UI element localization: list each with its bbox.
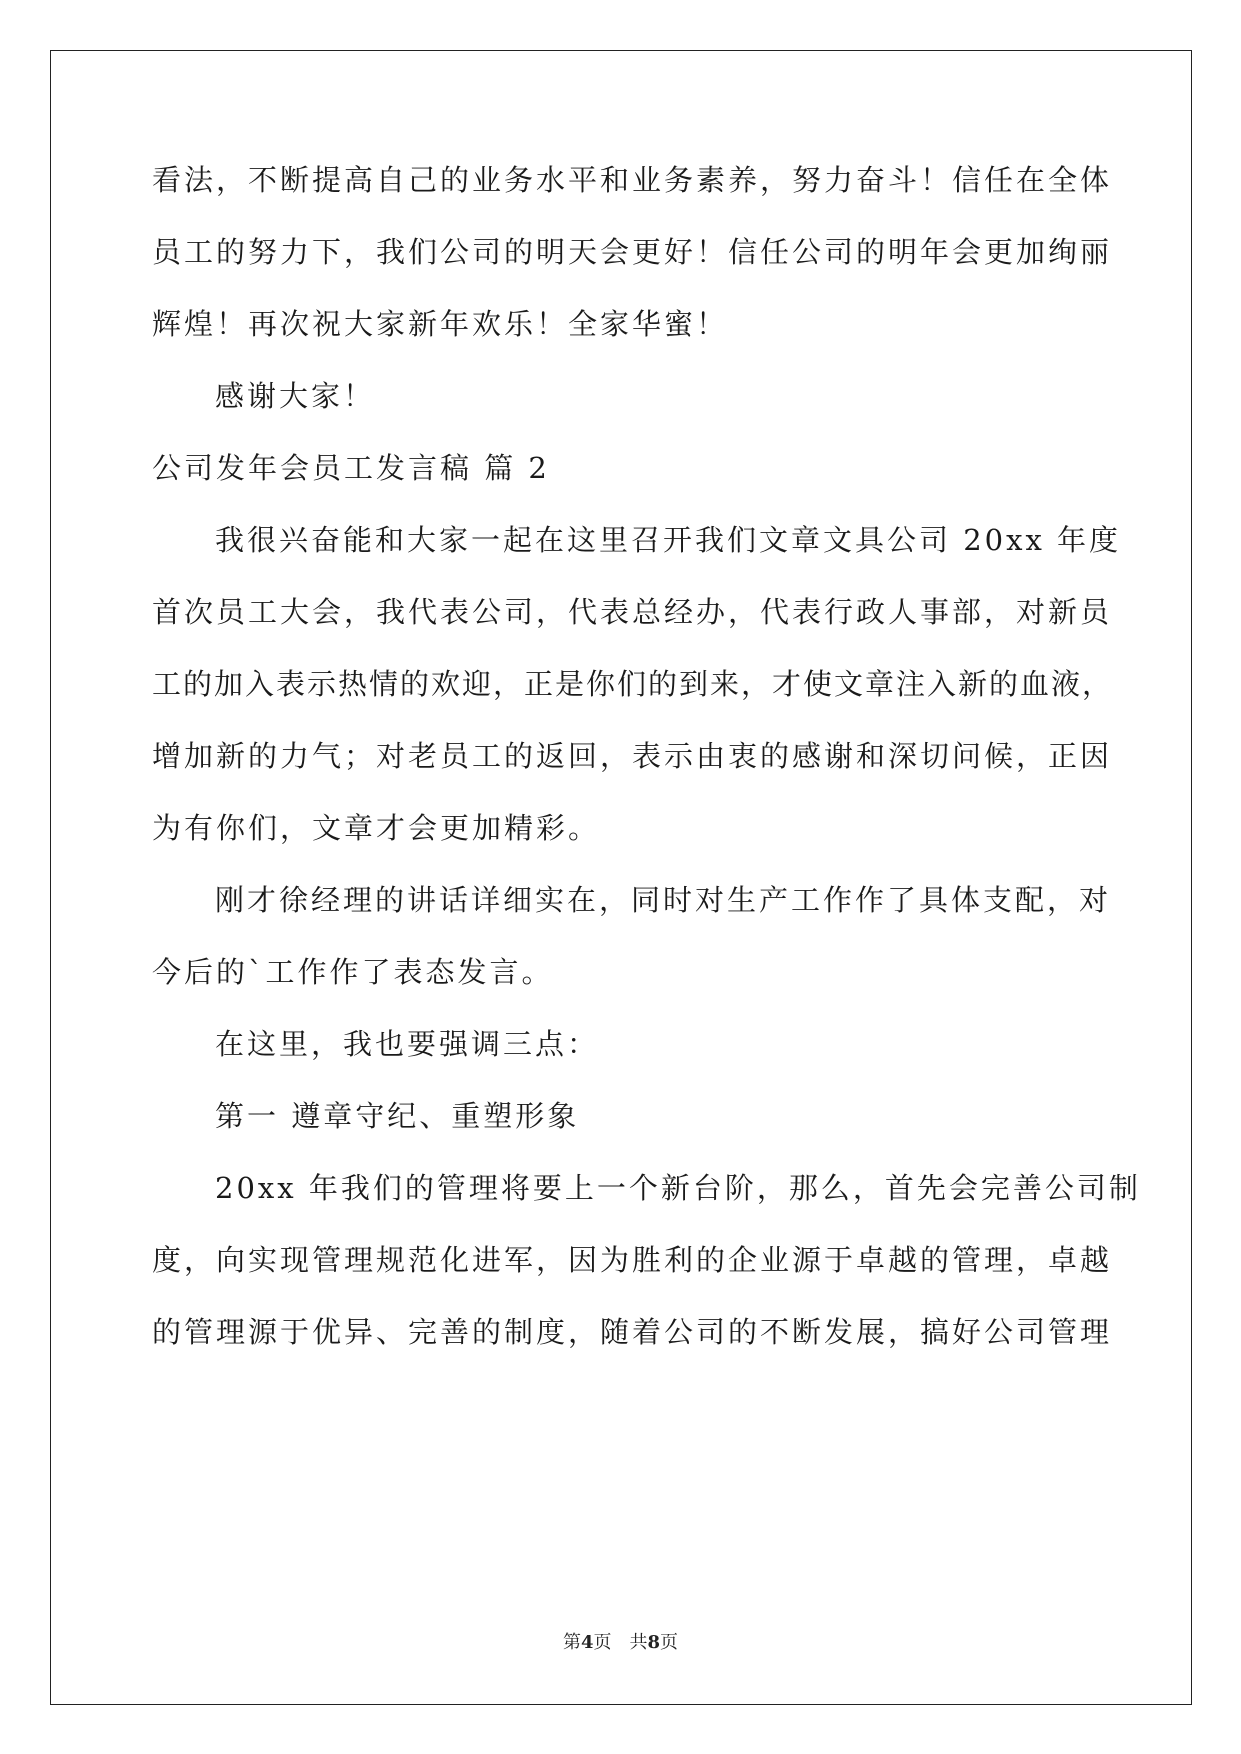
page-border <box>50 50 1192 1705</box>
section-heading: 公司发年会员工发言稿 篇 2 <box>152 451 550 485</box>
body-line: 度，向实现管理规范化进军，因为胜利的企业源于卓越的管理，卓越 <box>152 1243 1113 1277</box>
body-line: 20xx 年我们的管理将要上一个新台阶，那么，首先会完善公司制 <box>215 1171 1141 1205</box>
body-line: 我很兴奋能和大家一起在这里召开我们文章文具公司 20xx 年度 <box>215 523 1122 557</box>
body-line: 为有你们，文章才会更加精彩。 <box>152 811 601 845</box>
body-line: 感谢大家！ <box>215 379 376 413</box>
body-line: 增加新的力气；对老员工的返回，表示由衷的感谢和深切问候，正因 <box>152 739 1113 773</box>
footer-suffix: 页 <box>660 1632 679 1653</box>
current-page-number: 4 <box>580 1632 594 1653</box>
page-footer <box>0 1631 1241 1655</box>
total-pages-number: 8 <box>647 1632 661 1653</box>
body-line: 辉煌！再次祝大家新年欢乐！全家华蜜！ <box>152 307 729 341</box>
body-line: 员工的努力下，我们公司的明天会更好！信任公司的明年会更加绚丽 <box>152 235 1113 269</box>
body-line: 工的加入表示热情的欢迎，正是你们的到来，才使文章注入新的血液， <box>152 667 1114 701</box>
body-line: 的管理源于优异、完善的制度，随着公司的不断发展，搞好公司管理 <box>152 1315 1113 1349</box>
body-line: 看法，不断提高自己的业务水平和业务素养，努力奋斗！信任在全体 <box>152 163 1113 197</box>
footer-prefix: 第 <box>562 1632 581 1653</box>
subheading: 第一 遵章守纪、重塑形象 <box>215 1099 580 1133</box>
body-line: 刚才徐经理的讲话详细实在，同时对生产工作作了具体支配，对 <box>215 883 1112 917</box>
footer-mid: 页 共 <box>593 1632 648 1653</box>
body-line: 首次员工大会，我代表公司，代表总经办，代表行政人事部，对新员 <box>152 595 1113 629</box>
body-line: 在这里，我也要强调三点： <box>215 1027 600 1061</box>
body-line: 今后的`工作作了表态发言。 <box>152 955 554 989</box>
